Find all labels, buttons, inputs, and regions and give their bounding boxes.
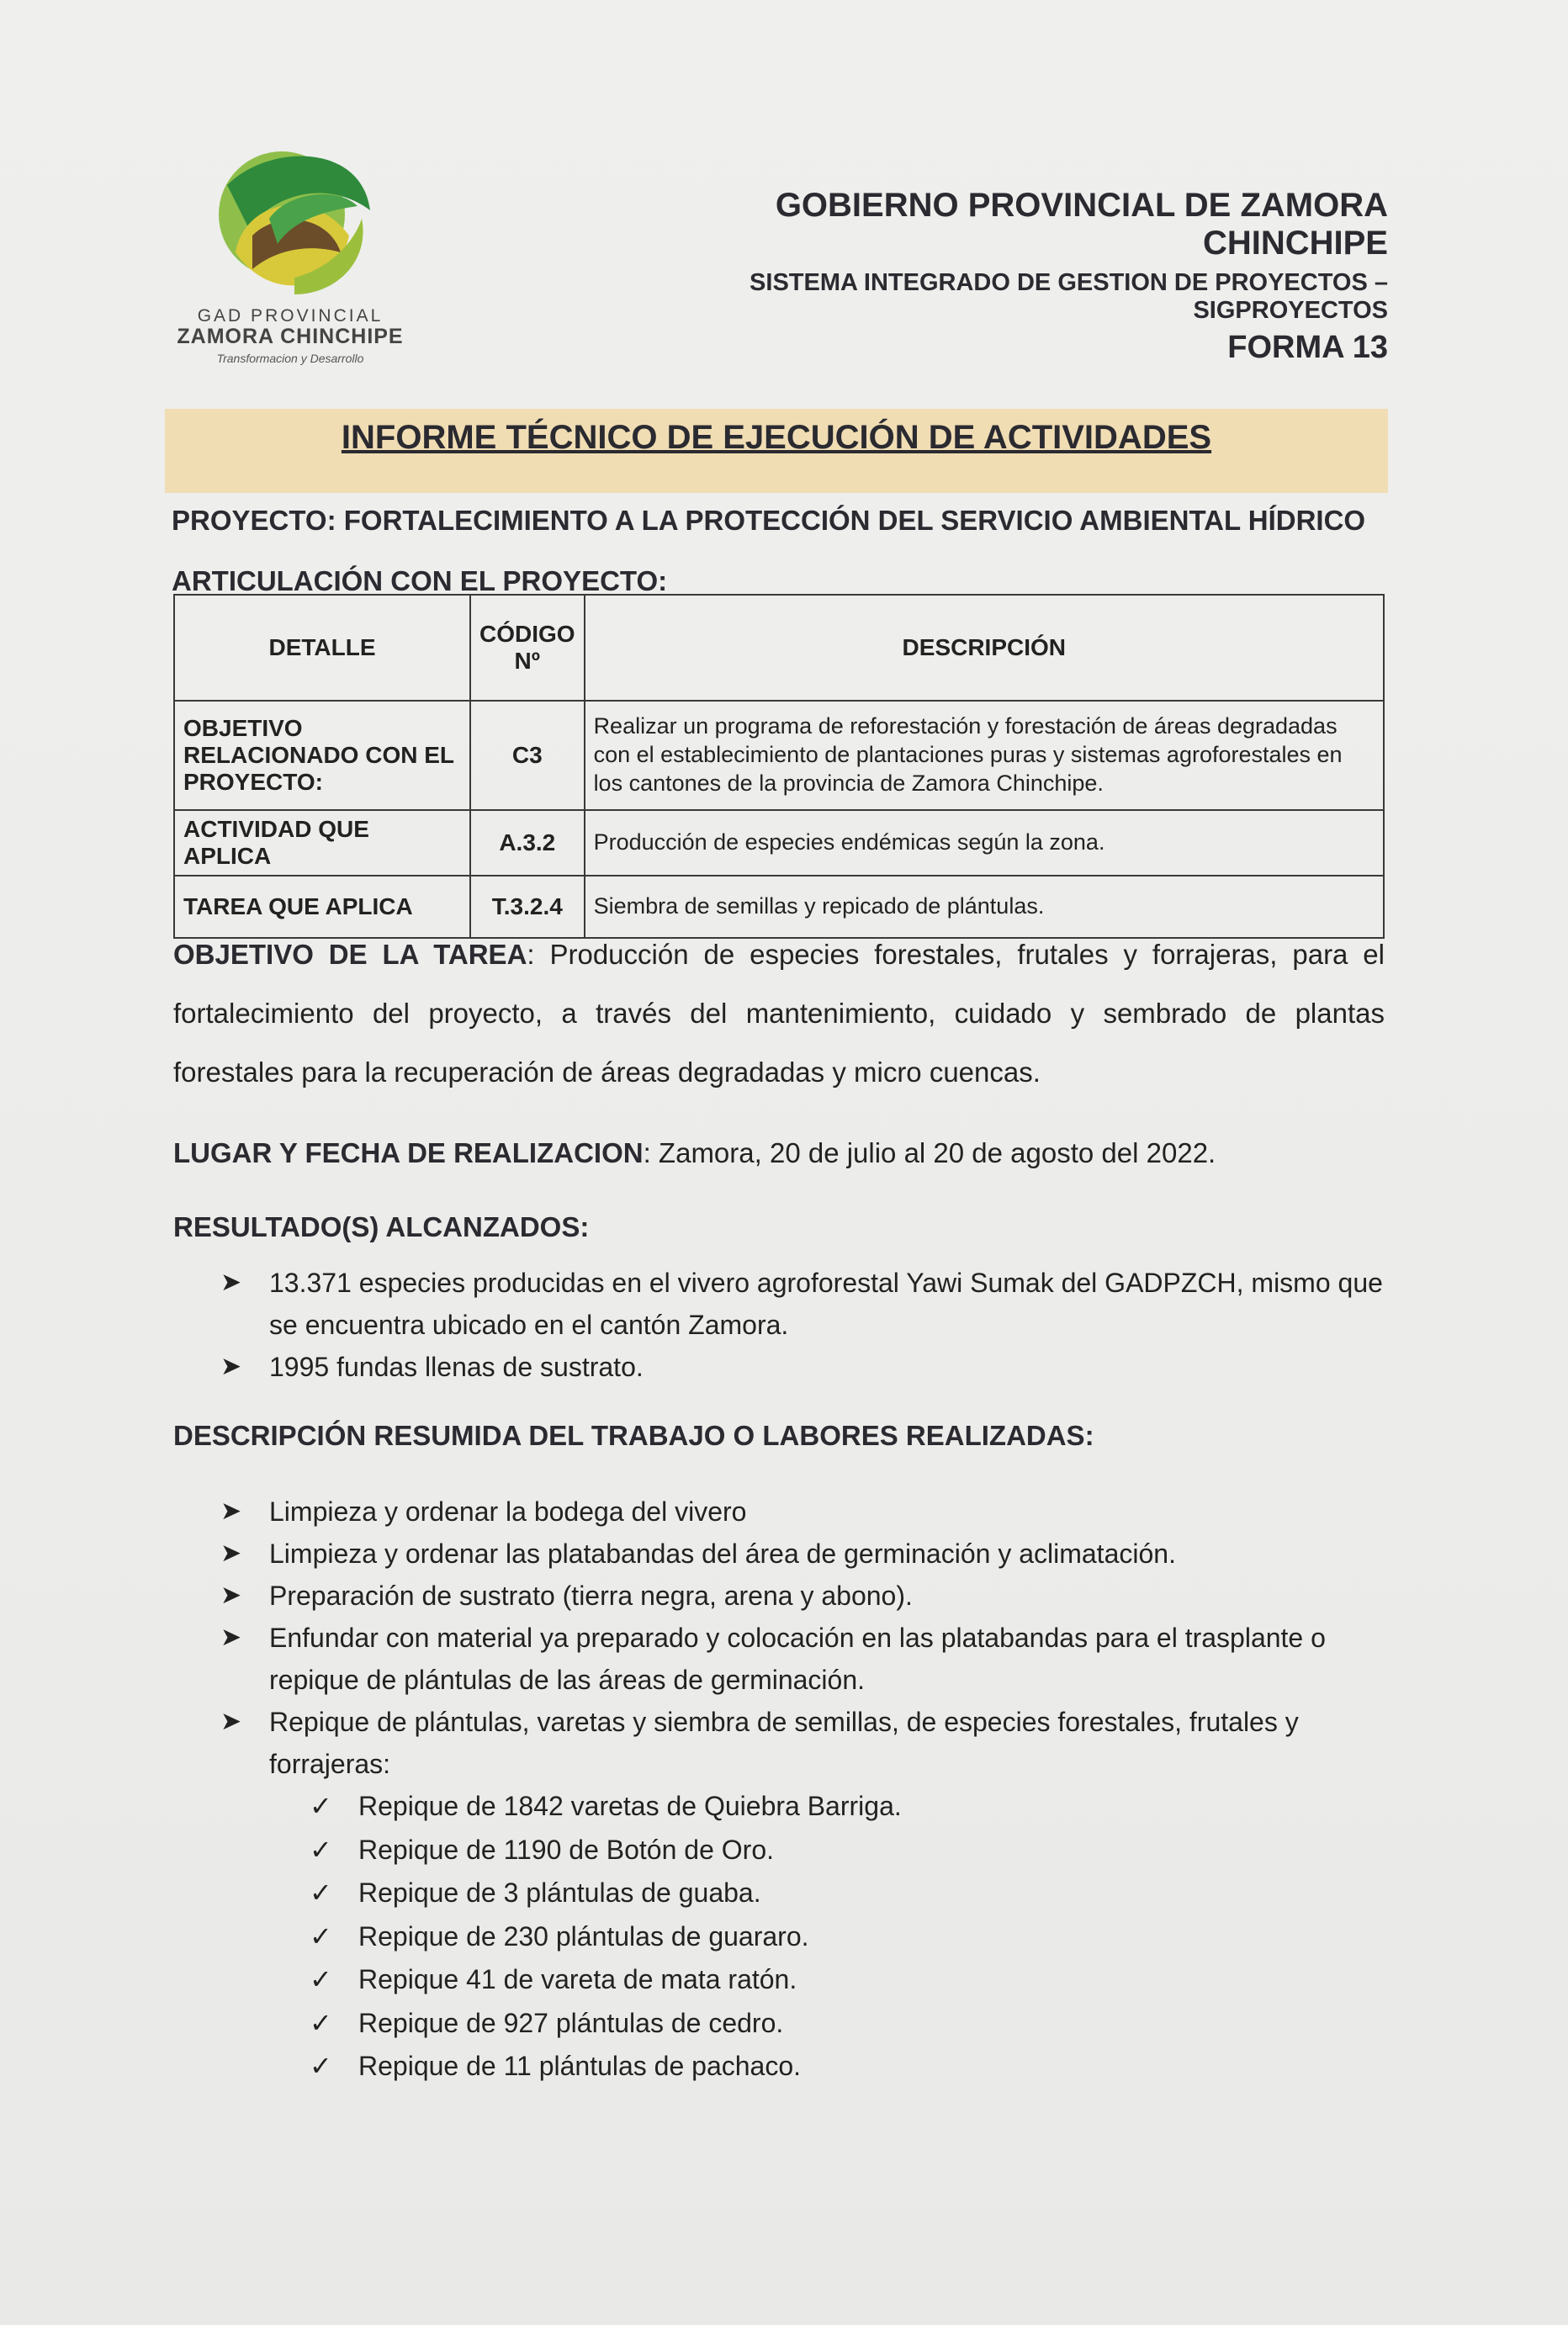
header-detail: DETALLE (174, 595, 470, 701)
report-title: INFORME TÉCNICO DE EJECUCIÓN DE ACTIVIDADES (341, 419, 1212, 456)
logo-tagline: Transformacion y Desarrollo (216, 352, 364, 365)
place-date (173, 1124, 1385, 1183)
list-item-text: Enfundar con material ya preparado y colocación en las platabandas para el trasplante o repique de plántulas de las áreas de germinación. (269, 1623, 1326, 1695)
task-objective-text: : Producción de especies forestales, frutales y forrajeras, para el fortalecimiento del proyecto, a través del mantenimiento, cuidado y sembrado de plantas forestales para la recuperación de áreas degradadas y micro cuencas. (173, 939, 1385, 1088)
list-item-text: 13.371 especies producidas en el vivero agroforestal Yawi Sumak del GADPZCH, mismo que se encuentra ubicado en el cantón Zamora. (269, 1268, 1383, 1340)
row-code: T.3.2.4 (470, 876, 585, 938)
results-list (220, 1262, 1390, 1388)
project-line: PROYECTO: FORTALECIMIENTO A LA PROTECCIÓN DEL SERVICIO AMBIENTAL HÍDRICO (172, 505, 1366, 536)
check-item (310, 1958, 1319, 2002)
row-detail: OBJETIVO RELACIONADO CON EL PROYECTO: (174, 701, 470, 810)
check-icon: ✓ (310, 1964, 332, 1994)
system-title: SISTEMA INTEGRADO DE GESTION DE PROYECTOS – SIGPROYECTOS (750, 269, 1388, 324)
arrow-bullet-icon: ➤ (220, 1623, 242, 1651)
list-item (220, 1617, 1390, 1701)
check-item-text: Repique 41 de vareta de mata ratón. (358, 1964, 797, 1994)
results-title: RESULTADO(S) ALCANZADOS: (173, 1211, 590, 1242)
table-header-row (174, 595, 1384, 701)
arrow-bullet-icon: ➤ (220, 1539, 242, 1567)
arrow-bullet-icon: ➤ (220, 1268, 242, 1296)
header-code: CÓDIGO Nº (470, 595, 585, 701)
table-row (174, 810, 1384, 876)
header-description: DESCRIPCIÓN (585, 595, 1384, 701)
list-item (220, 1701, 1390, 1785)
arrow-bullet-icon: ➤ (220, 1708, 242, 1735)
list-item (220, 1262, 1390, 1346)
check-item-text: Repique de 3 plántulas de guaba. (358, 1877, 761, 1908)
row-detail: TAREA QUE APLICA (174, 876, 470, 938)
row-description: Realizar un programa de reforestación y forestación de áreas degradadas con el establecimiento de plantaciones puras y sistemas agroforestales en los cantones de la provincia de Zamora Chinchipe. (585, 701, 1384, 810)
arrow-bullet-icon: ➤ (220, 1497, 242, 1525)
check-item-text: Repique de 230 plántulas de guararo. (358, 1920, 809, 1952)
list-item (220, 1533, 1390, 1575)
list-item-text: Preparación de sustrato (tierra negra, arena y abono). (269, 1581, 913, 1611)
row-description: Siembra de semillas y repicado de plántulas. (585, 876, 1384, 938)
check-item (310, 1872, 1319, 1915)
check-item-text: Repique de 1190 de Botón de Oro. (358, 1834, 774, 1865)
articulation-table (173, 594, 1385, 939)
repique-list (310, 1785, 1319, 2089)
task-objective (173, 925, 1385, 1102)
logo-line-2: ZAMORA CHINCHIPE (177, 325, 404, 348)
government-title: GOBIERNO PROVINCIAL DE ZAMORA CHINCHIPE (775, 187, 1388, 262)
form-number: FORMA 13 (1227, 330, 1388, 365)
check-item (310, 1785, 1319, 1829)
list-item-text: 1995 fundas llenas de sustrato. (269, 1352, 644, 1382)
check-icon: ✓ (310, 1834, 332, 1865)
check-icon: ✓ (310, 2007, 332, 2038)
check-item-text: Repique de 11 plántulas de pachaco. (358, 2051, 802, 2081)
check-item-text: Repique de 927 plántulas de cedro. (358, 2007, 784, 2038)
articulation-title: ARTICULACIÓN CON EL PROYECTO: (172, 565, 668, 596)
list-item (220, 1575, 1390, 1617)
row-code: C3 (470, 701, 585, 810)
check-icon: ✓ (310, 1791, 332, 1821)
place-date-text: : Zamora, 20 de julio al 20 de agosto del 2022. (643, 1137, 1216, 1168)
check-icon: ✓ (310, 1877, 332, 1908)
gad-logo (168, 135, 421, 387)
check-item (310, 2045, 1319, 2089)
check-icon: ✓ (310, 2051, 332, 2081)
task-objective-label: OBJETIVO DE LA TAREA (173, 939, 527, 970)
table-row (174, 701, 1384, 810)
place-date-label: LUGAR Y FECHA DE REALIZACION (173, 1137, 644, 1168)
arrow-bullet-icon: ➤ (220, 1581, 242, 1609)
check-item (310, 2002, 1319, 2046)
list-item (220, 1346, 1390, 1388)
check-item-text: Repique de 1842 varetas de Quiebra Barriga. (358, 1791, 902, 1821)
list-item-text: Repique de plántulas, varetas y siembra de semillas, de especies forestales, frutales y forrajeras: (269, 1707, 1299, 1779)
list-item-text: Limpieza y ordenar la bodega del vivero (269, 1496, 747, 1527)
arrow-bullet-icon: ➤ (220, 1353, 242, 1380)
work-title: DESCRIPCIÓN RESUMIDA DEL TRABAJO O LABORES REALIZADAS: (173, 1420, 1094, 1451)
row-description: Producción de especies endémicas según la zona. (585, 810, 1384, 876)
check-item (310, 1915, 1319, 1959)
list-item-text: Limpieza y ordenar las platabandas del área de germinación y aclimatación. (269, 1539, 1176, 1569)
check-item (310, 1829, 1319, 1872)
check-icon: ✓ (310, 1920, 332, 1952)
list-item (220, 1491, 1390, 1533)
row-code: A.3.2 (470, 810, 585, 876)
row-detail: ACTIVIDAD QUE APLICA (174, 810, 470, 876)
logo-line-1: GAD PROVINCIAL (197, 306, 384, 326)
work-list (220, 1491, 1390, 1785)
